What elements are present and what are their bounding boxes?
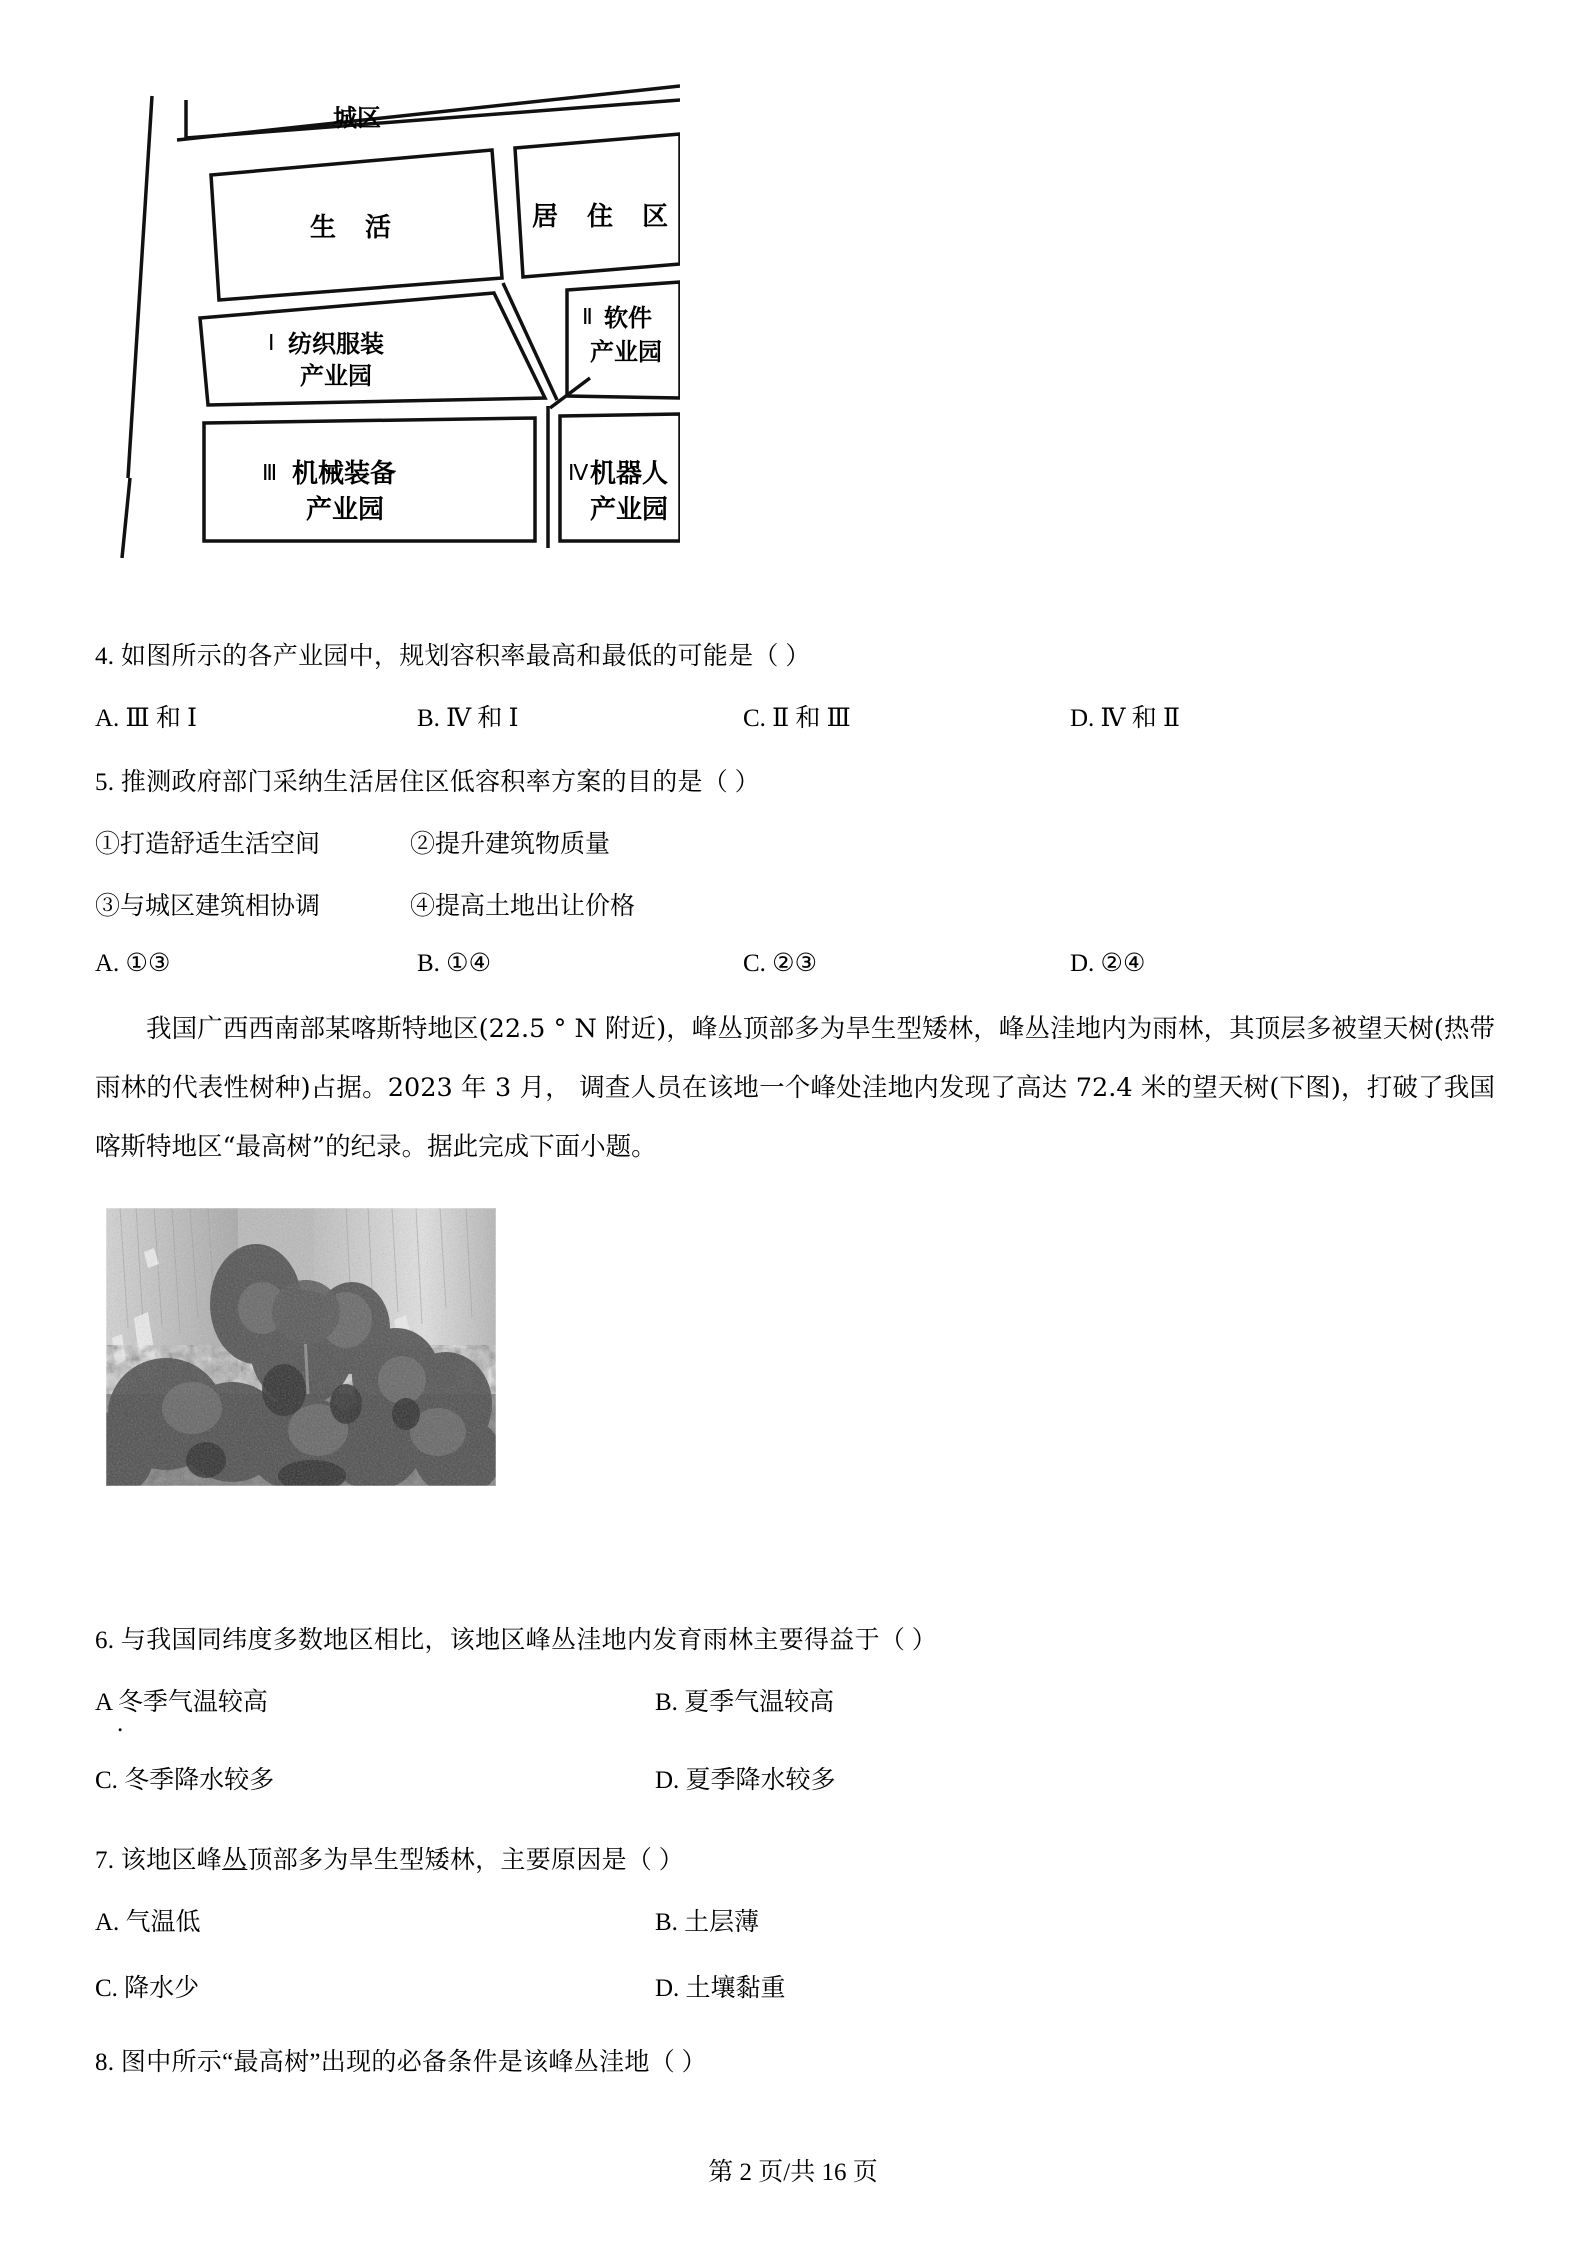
diagram-label-park2-line1: 软件 <box>604 304 652 332</box>
q4-option-b[interactable]: B. Ⅳ 和 Ⅰ <box>417 705 519 732</box>
q7-stem-suffix: 顶部多为旱生型矮林，主要原因是（ ） <box>247 1847 685 1874</box>
q5-statement-4: ④提高土地出让价格 <box>410 893 636 920</box>
q5-statement-2: ②提升建筑物质量 <box>410 831 611 858</box>
diagram-label-park1-line2: 产业园 <box>300 362 372 390</box>
diagram-label-park2-line2: 产业园 <box>590 338 662 366</box>
diagram-label-park4-line2: 产业园 <box>590 495 669 525</box>
karst-passage <box>95 1000 1495 1177</box>
q6-option-d[interactable]: D. 夏季降水较多 <box>655 1767 836 1794</box>
q7-stem-prefix: 7. 该地区峰 <box>95 1847 223 1874</box>
diagram-label-park3-line2: 产业园 <box>306 495 385 525</box>
q7-option-d[interactable]: D. 土壤黏重 <box>655 1975 786 2002</box>
diagram-roman-2: Ⅱ <box>582 304 593 329</box>
q4-option-a[interactable]: A. Ⅲ 和 Ⅰ <box>95 705 198 732</box>
q6-option-c[interactable]: C. 冬季降水较多 <box>95 1767 275 1794</box>
diagram-label-park4-line1: 机器人 <box>590 459 669 489</box>
q5-option-c[interactable]: C. ②③ <box>743 950 817 977</box>
q7-option-a[interactable]: A. 气温低 <box>95 1909 201 1936</box>
page-footer: 第 2 页/共 16 页 <box>708 2159 878 2186</box>
karst-passage-text: 我国广西西南部某喀斯特地区(22.5 ° N 附近)，峰丛顶部多为旱生型矮林，峰丛洼地内为雨林，其顶层多被望天树(热带雨林的代表性树种)占据。2023 年 3 月， 调查人员在该地一个峰处洼地内发现了高达 72.4 米的望天树(下图)，打破了我国喀斯特地区“最高树”的纪录。据此完成下面小题。 <box>95 1014 1495 1162</box>
diagram-roman-4: Ⅳ <box>568 460 589 485</box>
diagram-label-park1-line1: 纺织服装 <box>288 330 384 358</box>
question-4-stem: 4. 如图所示的各产业园中，规划容积率最高和最低的可能是（ ） <box>95 643 811 670</box>
diagram-roman-3: Ⅲ <box>262 460 278 485</box>
diagram-roman-1: Ⅰ <box>268 330 275 355</box>
q5-option-b[interactable]: B. ①④ <box>417 950 491 977</box>
q4-option-c[interactable]: C. Ⅱ 和 Ⅲ <box>743 705 851 732</box>
q6-option-a-stray-period: . <box>117 1710 124 1737</box>
q5-statement-3: ③与城区建筑相协调 <box>95 893 321 920</box>
diagram-label-residential-left: 生 活 <box>310 213 402 243</box>
diagram-label-urban: 城区 <box>333 104 381 132</box>
q7-option-b[interactable]: B. 土层薄 <box>655 1909 760 1936</box>
q7-stem-underlined: 丛 <box>222 1847 248 1874</box>
diagram-label-park3-line1: 机械装备 <box>292 459 397 489</box>
question-8-stem: 8. 图中所示“最高树”出现的必备条件是该峰丛洼地（ ） <box>95 2049 707 2076</box>
q6-option-a[interactable]: A 冬季气温较高 <box>95 1689 268 1716</box>
zoning-diagram <box>120 78 680 608</box>
diagram-label-residential-right: 居 住 区 <box>532 202 679 232</box>
question-6-stem: 6. 与我国同纬度多数地区相比，该地区峰丛洼地内发育雨林主要得益于（ ） <box>95 1627 938 1654</box>
question-7-stem <box>95 1840 684 1876</box>
q5-option-a[interactable]: A. ①③ <box>95 950 171 977</box>
q5-statement-1: ①打造舒适生活空间 <box>95 831 321 858</box>
q4-option-d[interactable]: D. Ⅳ 和 Ⅱ <box>1070 705 1181 732</box>
q7-option-c[interactable]: C. 降水少 <box>95 1975 200 2002</box>
q6-option-b[interactable]: B. 夏季气温较高 <box>655 1689 835 1716</box>
q5-option-d[interactable]: D. ②④ <box>1070 950 1146 977</box>
karst-forest-photo <box>106 1208 496 1486</box>
question-5-stem: 5. 推测政府部门采纳生活居住区低容积率方案的目的是（ ） <box>95 769 760 796</box>
